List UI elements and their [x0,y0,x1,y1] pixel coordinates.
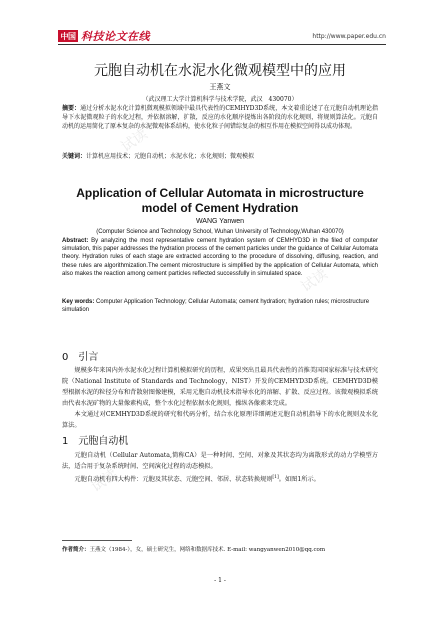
paragraph: 元胞自动机（Cellular Automata,简称CA）是一种时间、空间、对象及其状态均为离散形式的动力学模型方法，适合用于复杂系统时间、空间演化过程的动态模拟。 [62,452,378,470]
header-rule [58,44,386,45]
section-heading-introduction: 0 引言 [62,352,99,363]
affiliation-en: (Computer Science and Technology School, Wuhan University of Technology,Wuhan 430070) [96,229,344,235]
watermark: 试读 [298,266,331,296]
watermark: 试读 [88,466,121,496]
logo-mark: 中国 [58,30,78,42]
keywords-label-cn: 关键词： [62,153,87,160]
paragraph [62,472,378,485]
paragraph-text: 元胞自动机有四大构件：元胞及其状态、元胞空间、邻居、状态转换规则 [74,476,273,484]
abstract-label-en: Abstract: [62,238,89,244]
journal-logo[interactable] [58,29,150,43]
section-body-introduction [62,365,378,431]
abstract-label-cn: 摘要： [62,105,81,112]
site-url[interactable]: http://www.paper.edu.cn [312,33,386,40]
paragraph: 规模多年来国内外水泥水化过程计算机模拟研究的历程，成果突出且最具代表性的首推美国国家标准与技术研究院（National Institute of Standards and Technology，NIST）开发的CEMHYD3D系统。CEMHYD3D模型根据水泥的粒径分布和背散射图像建模，采用元胞自动机技术指导水化的溶解、扩散、反应过程。该微观模拟系统由代表水泥矿物的大量像素构成，整个水化过程依据水化规则，操纵各像素来完成。 [62,367,378,407]
abstract-text-cn: 通过分析水泥水化计算机微观模拟领域中最具代表性的CEMHYD3D系统，本文着重论述了在元胞自动机理论指导下水泥微观粒子的水化过程，并依据溶解，扩散，反应的水化顺序提炼出各阶段的水化规则，将规则算法化。元胞自动机的运用简化了原本复杂的水泥微观体系结构，使水化粒子间错综复杂的相互作用在模拟空间得以成功体现。 [62,105,378,130]
page-number: - 1 - [214,577,226,584]
abstract-text-en: By analyzing the most representative cement hydration system of CEMHYD3D in the filed of computer simulation, this paper addresses the hydration process of the cement particles under the guidance of Cellular Automata theory. Hydration rules of each stage are extracted according to the procedure of dissolving, diffusing, reaction, and these rules are algorithmization.The cement microstructure is simplified by the application of Cellular Automata, which also makes the reaction among cement particles reflected successfully in simulated space. [62,238,378,277]
paragraph-text: 。如图1所示。 [278,476,320,484]
page-header [0,0,440,44]
logo-text: 科技论文在线 [81,30,150,43]
citation-ref[interactable]: [1] [272,475,279,480]
affiliation-cn: （武汉理工大学计算机科学与技术学院，武汉 430070） [142,96,298,103]
keywords-cn [62,152,378,161]
paper-title-cn: 元胞自动机在水泥水化微观模型中的应用 [94,63,346,79]
keywords-label-en: Key words: [62,299,95,305]
abstract-cn [62,104,378,131]
paragraph: 本文通过对CEMHYD3D系统的研究和代码分析，结合水化原理详细阐述元胞自动机指导下的水化规则及水化算法。 [62,411,378,429]
keywords-en [62,298,378,314]
keywords-text-en: Computer Application Technology; Cellular Automata; cement hydration; hydration rules; microstructure simulation [62,299,370,314]
author-cn: 王燕文 [209,83,231,91]
footnote-text: 王燕文（1984-），女，硕士研究生，网络和数据库技术. E-mail: wangyanwen2010@qq.com [89,547,326,553]
footnote-rule [62,540,132,541]
paper-title-en: Application of Cellular Automata in microstructure model of Cement Hydration [76,186,364,215]
author-en: WANG Yanwen [195,218,245,225]
author-footnote [62,546,378,554]
section-heading-cellular-automata: 1 元胞自动机 [62,436,129,447]
watermark: 试读 [118,126,151,156]
footnote-label: 作者简介： [62,547,90,553]
keywords-text-cn: 计算机应用技术；元胞自动机；水泥水化；水化规则；微观模拟 [86,153,255,160]
section-body-cellular-automata [62,450,378,485]
abstract-en [62,237,378,278]
